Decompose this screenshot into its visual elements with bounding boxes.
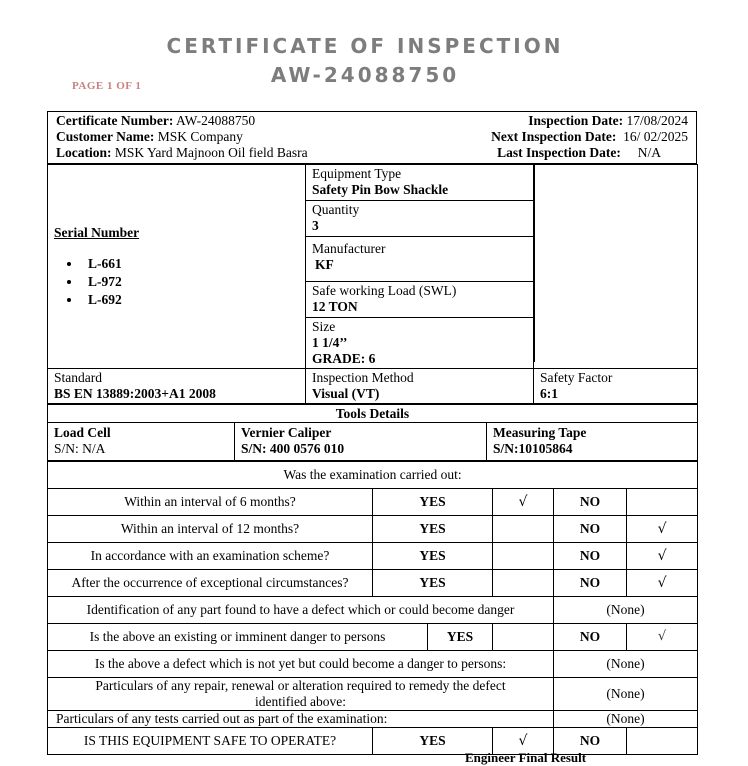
swl-value: 12 TON [312,299,358,314]
question-tests-particulars: Particulars of any tests carried out as part of the examination: [48,711,554,728]
certificate-number-title: AW-24088750 [270,63,460,87]
none-value: (None) [554,711,698,728]
inspection-method-value: Visual (VT) [312,386,380,401]
footer-partial-text: Engineer Final Result [465,750,587,765]
safety-factor-value: 6:1 [540,386,558,401]
question-safe-to-operate: IS THIS EQUIPMENT SAFE TO OPERATE? [48,728,373,755]
yes-label: YES [373,543,493,570]
check-mark: √ [627,543,698,570]
check-mark: √ [627,516,698,543]
serial-number-label: Serial Number [54,224,140,240]
question-exam-scheme: In accordance with an examination scheme? [48,543,373,570]
yes-label: YES [373,570,493,597]
tool-serial: S/N:10105864 [493,441,573,456]
manufacturer-value: KF [315,257,334,272]
question-imminent-danger: Is the above an existing or imminent danger to persons [48,624,428,651]
empty-cell [493,570,554,597]
question-repair-particulars: Particulars of any repair, renewal or alteration required to remedy the defect identified above: [48,678,554,711]
no-label: NO [554,516,627,543]
header-info-table [47,111,697,164]
certificate-body [47,111,697,755]
tools-heading: Tools Details [48,405,698,423]
location-value: MSK Yard Majnoon Oil field Basra [114,145,308,160]
serial-number-item: • L-972 [82,273,299,291]
empty-cell [627,728,698,755]
check-mark: √ [493,728,554,755]
none-value: (None) [554,597,698,624]
tools-table [47,404,698,461]
equipment-attributes [306,165,533,368]
none-value: (None) [554,678,698,711]
empty-cell [493,624,554,651]
check-mark: √ [627,570,698,597]
yes-label: YES [428,624,493,651]
question-6-months: Within an interval of 6 months? [48,489,373,516]
standard-value: BS EN 13889:2003+A1 2008 [54,386,216,401]
tool-name: Measuring Tape [493,425,587,440]
inspection-method-label: Inspection Method [312,370,414,385]
serial-number-list [54,255,299,309]
page-number: PAGE 1 OF 1 [72,80,142,92]
standard-label: Standard [54,370,102,385]
location-label: Location: [56,145,112,160]
no-label: NO [554,570,627,597]
inspection-date-value: 17/08/2024 [626,113,688,128]
no-label: NO [554,489,627,516]
customer-label: Customer Name: [56,129,155,144]
empty-cell [493,516,554,543]
empty-cell [627,489,698,516]
yes-label: YES [373,516,493,543]
size-label: Size [312,319,336,334]
none-value: (None) [554,651,698,678]
grade-value: GRADE: 6 [312,351,376,366]
question-defect-identification: Identification of any part found to have a defect which or could become danger [48,597,554,624]
last-inspection-value: N/A [637,145,661,160]
no-label: NO [554,728,627,755]
quantity-value: 3 [312,218,319,233]
empty-cell [493,543,554,570]
serial-number-item: • L-661 [82,255,299,273]
no-label: NO [554,624,627,651]
safety-factor-label: Safety Factor [540,370,613,385]
yes-label: YES [373,728,493,755]
no-label: NO [554,543,627,570]
empty-column [534,165,698,362]
examination-table [47,461,698,755]
serial-number-item: • L-692 [82,291,299,309]
tool-serial: S/N: N/A [54,441,106,456]
next-inspection-label: Next Inspection Date: [491,129,617,144]
equipment-type-label: Equipment Type [312,166,402,181]
customer-value: MSK Company [157,129,243,144]
tool-name: Vernier Caliper [241,425,332,440]
tool-name: Load Cell [54,425,111,440]
yes-label: YES [373,489,493,516]
equipment-type-value: Safety Pin Bow Shackle [312,182,449,197]
cert-number-label: Certificate Number: [56,113,174,128]
examination-heading: Was the examination carried out: [48,462,698,489]
check-mark: √ [627,624,698,651]
question-future-danger: Is the above a defect which is not yet but could become a danger to persons: [48,651,554,678]
question-12-months: Within an interval of 12 months? [48,516,373,543]
check-mark: √ [493,489,554,516]
equipment-table [47,164,698,404]
inspection-date-label: Inspection Date: [528,113,624,128]
cert-number-value: AW-24088750 [175,113,256,128]
size-value: 1 1/4’’ [312,335,348,350]
quantity-label: Quantity [312,202,360,217]
manufacturer-label: Manufacturer [312,241,386,256]
question-exceptional: After the occurrence of exceptional circumstances? [48,570,373,597]
last-inspection-label: Last Inspection Date: [497,145,621,160]
swl-label: Safe working Load (SWL) [312,283,457,298]
next-inspection-value: 16/ 02/2025 [623,129,688,144]
tool-serial: S/N: 400 0576 010 [241,441,345,456]
certificate-title: CERTIFICATE OF INSPECTION [166,34,564,58]
